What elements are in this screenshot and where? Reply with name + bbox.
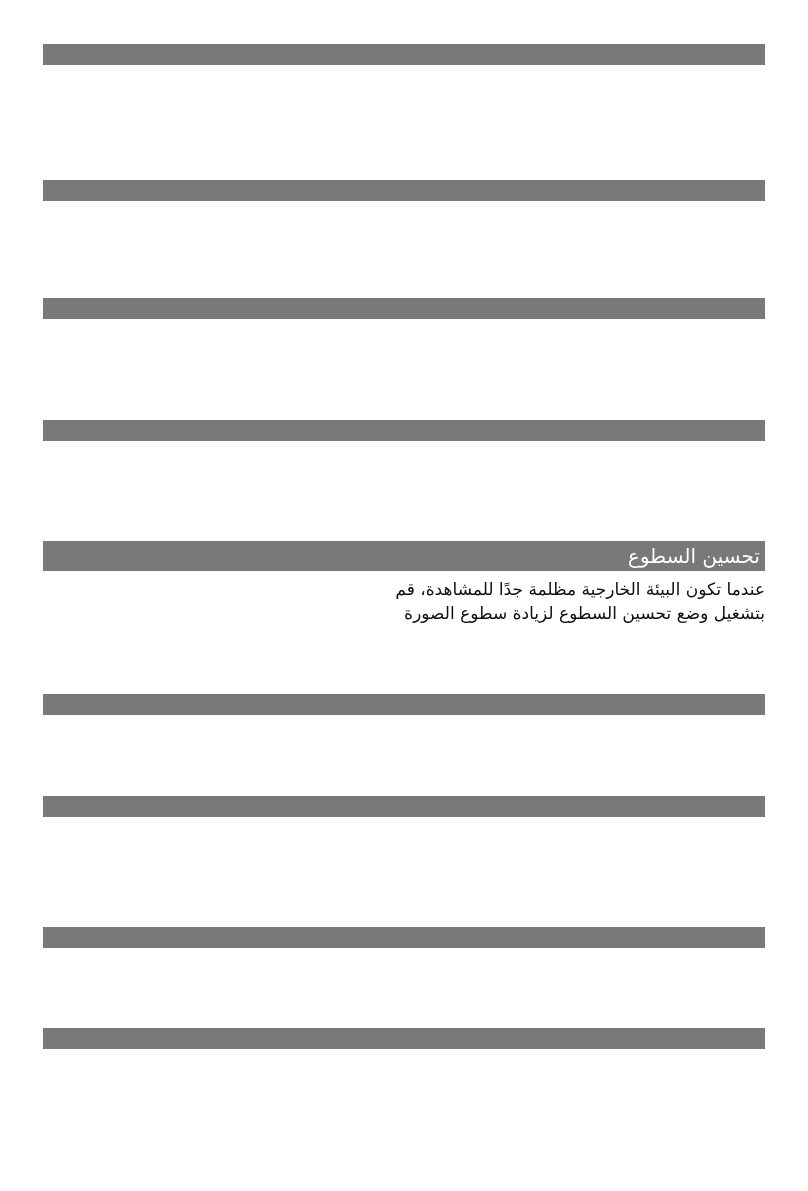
- section-body: [43, 578, 765, 626]
- divider-bar-2: [43, 180, 765, 201]
- body-line-1: عندما تكون البيئة الخارجية مظلمة جدًا للمشاهدة، قم: [395, 580, 765, 600]
- section-header-brightness: [43, 541, 765, 571]
- divider-bar-8: [43, 1028, 765, 1049]
- divider-bar-6: [43, 796, 765, 817]
- divider-bar-1: [43, 44, 765, 65]
- divider-bar-4: [43, 420, 765, 441]
- section-title: تحسين السطوع: [627, 544, 760, 568]
- divider-bar-5: [43, 694, 765, 715]
- divider-bar-3: [43, 298, 765, 319]
- divider-bar-7: [43, 927, 765, 948]
- body-line-2: بتشغيل وضع تحسين السطوع لزيادة سطوع الصورة: [404, 604, 765, 624]
